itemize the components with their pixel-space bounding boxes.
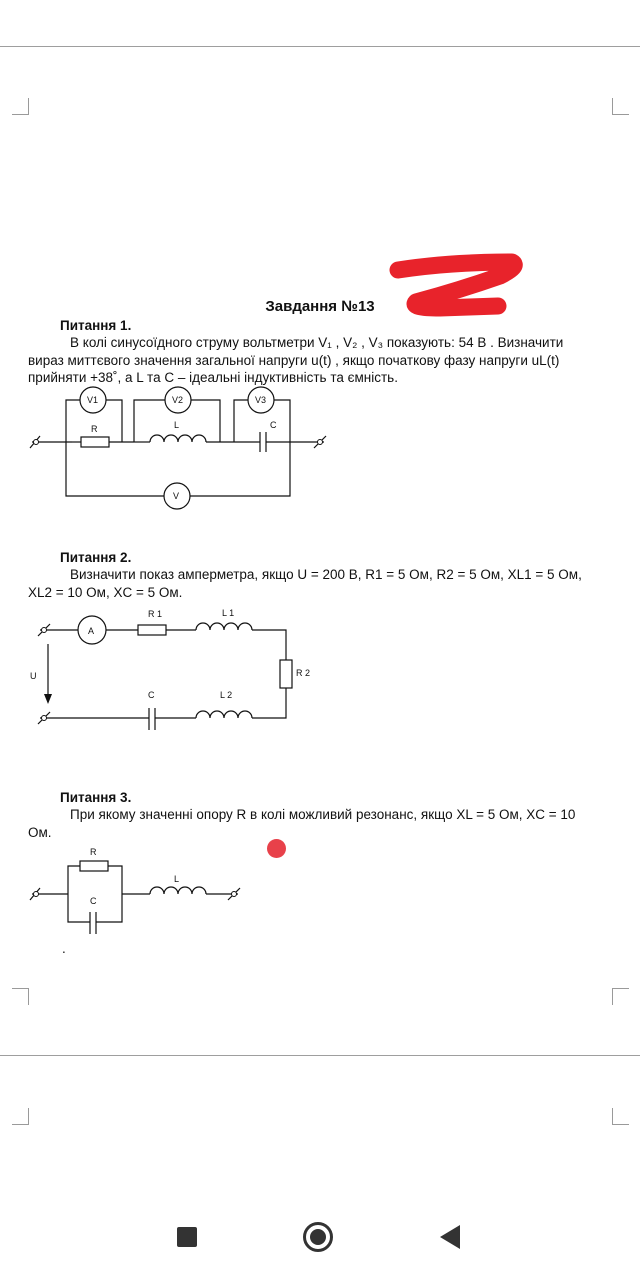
resistor-r1 <box>138 625 166 635</box>
question-3-line-1: При якому значенні опору R в колі можливий резонанс, якщо XL = 5 Ом, XC = 10 <box>70 807 576 822</box>
label-c2: C <box>148 690 155 700</box>
label-c: C <box>270 420 277 430</box>
question-1-line-3: прийняти +38˚, а L та C – ідеальні індуктивність та ємність. <box>28 370 398 385</box>
red-marker-dot <box>267 839 286 858</box>
label-c3: C <box>90 896 97 906</box>
label-v3: V3 <box>255 395 267 405</box>
label-r1: R 1 <box>148 609 163 619</box>
label-v: V <box>173 491 180 501</box>
label-u: U <box>30 671 37 681</box>
question-1-line-2: вираз миттєвого значення загальної напруги u(t) , якщо початкову фазу напруги uL(t) <box>28 352 560 368</box>
circuit-diagram-2 <box>28 600 348 740</box>
back-icon[interactable] <box>438 1224 462 1250</box>
recent-apps-icon[interactable] <box>177 1227 197 1247</box>
question-1-heading: Питання 1. <box>60 318 132 333</box>
question-3-line-2: Ом. <box>28 824 52 840</box>
assignment-title: Завдання №13 <box>265 298 375 315</box>
question-2-heading: Питання 2. <box>60 550 132 565</box>
question-2-line-1: Визначити показ амперметра, якщо U = 200 В, R1 = 5 Ом, R2 = 5 Ом, XL1 = 5 Ом, <box>70 567 582 582</box>
question-2-line-2: XL2 = 10 Ом, XC = 5 Ом. <box>28 584 183 600</box>
label-v1: V1 <box>87 395 99 405</box>
question-1-text <box>28 334 612 387</box>
resistor-r3 <box>80 861 108 871</box>
home-icon[interactable] <box>303 1222 333 1252</box>
label-l2: L 2 <box>220 690 233 700</box>
circuit-diagram-1 <box>28 386 368 506</box>
label-v2: V2 <box>172 395 184 405</box>
question-3-text <box>28 806 612 841</box>
resistor-r <box>81 437 109 447</box>
resistor-r2 <box>280 660 292 688</box>
label-a: A <box>88 626 95 636</box>
label-r2: R 2 <box>296 668 311 678</box>
label-l1: L 1 <box>222 608 235 618</box>
stray-dot: . <box>62 941 66 956</box>
navigation-bar <box>0 1196 640 1280</box>
question-1-line-1: В колі синусоїдного струму вольтметри V₁ , V₂ , V₃ показують: 54 В . Визначити <box>70 335 564 350</box>
label-r3: R <box>90 847 97 857</box>
label-r: R <box>91 424 98 434</box>
question-2-text <box>28 566 612 601</box>
question-3-heading: Питання 3. <box>60 790 132 805</box>
label-l3: L <box>174 874 180 884</box>
label-l: L <box>174 420 180 430</box>
circuit-diagram-3 <box>28 846 268 946</box>
